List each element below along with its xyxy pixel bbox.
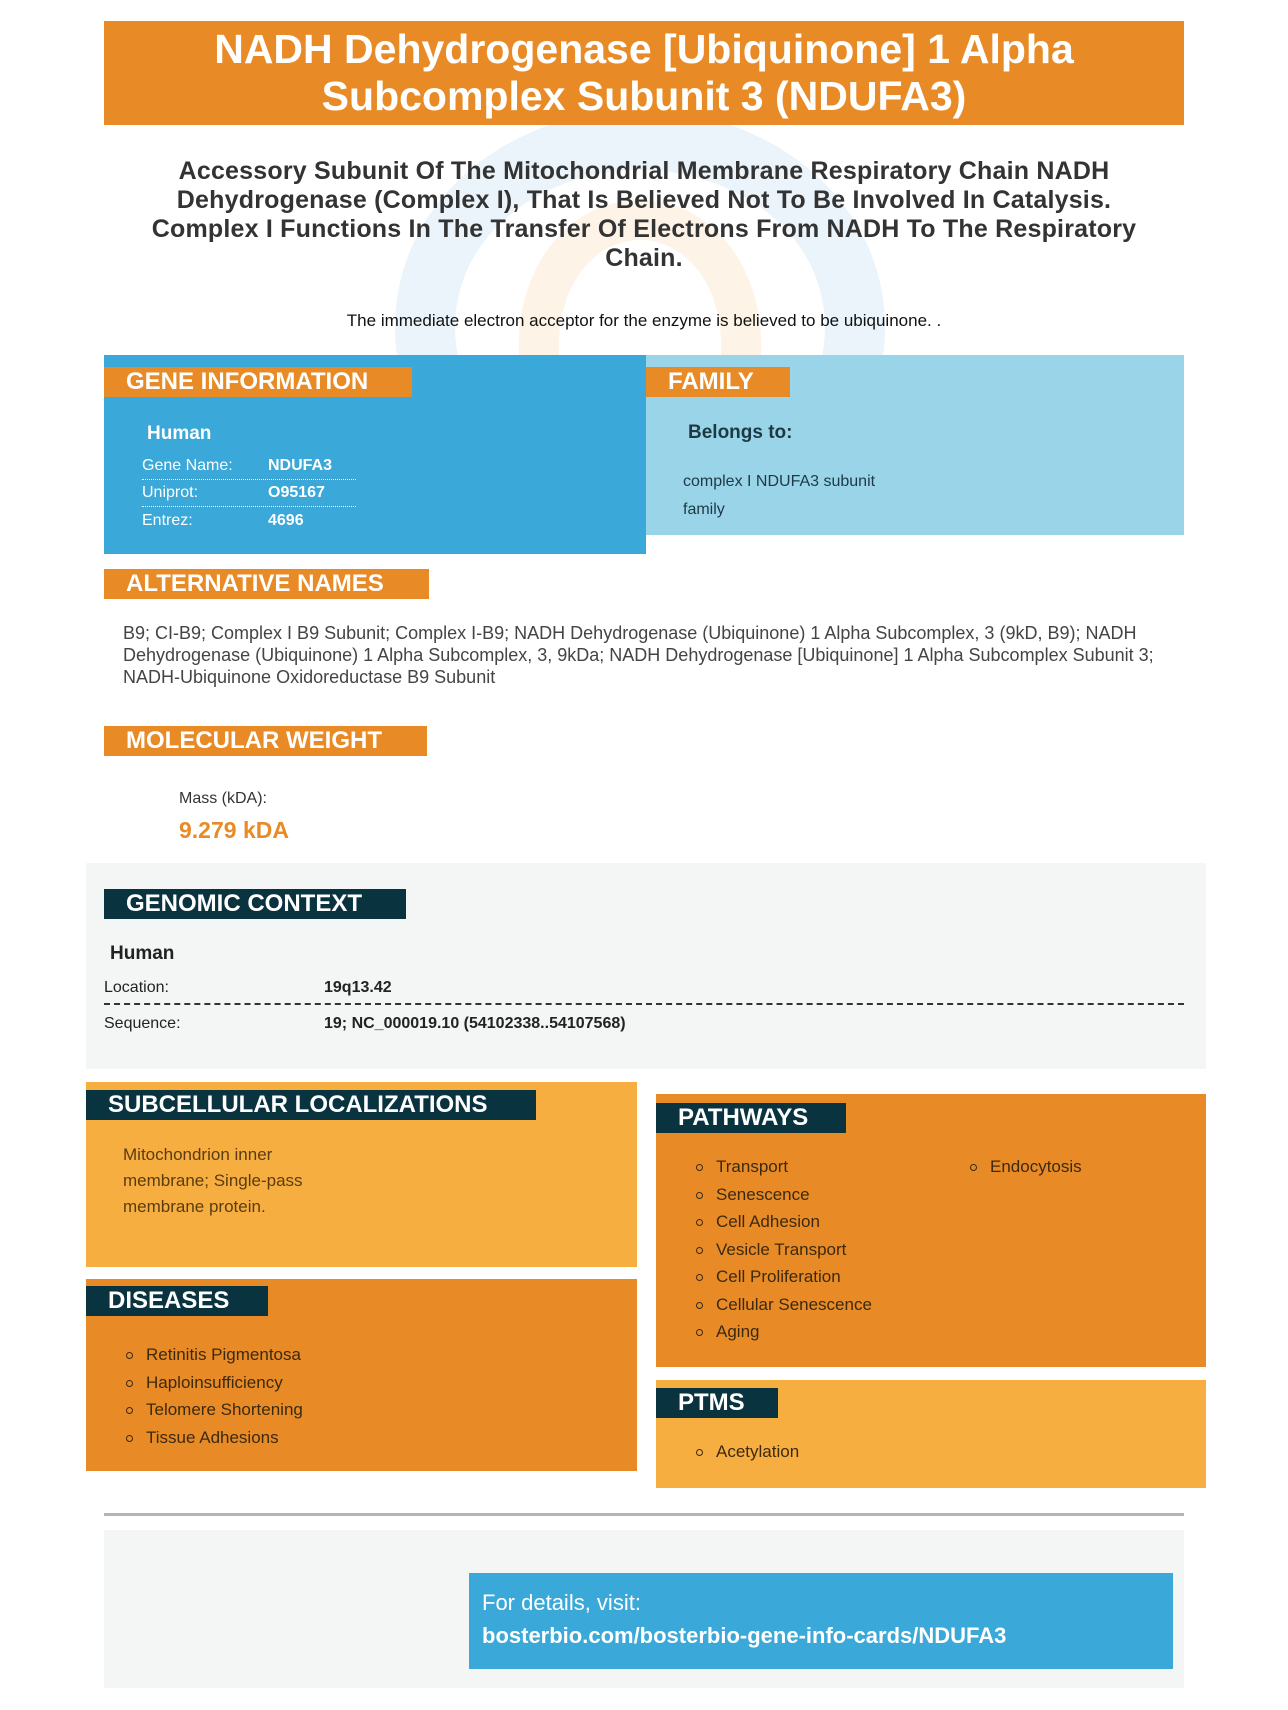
list-item: Telomere Shortening: [126, 1396, 303, 1424]
sequence-label: Sequence:: [104, 1014, 181, 1032]
sequence-value: 19; NC_000019.10 (54102338..54107568): [324, 1014, 626, 1032]
subcellular-localizations-heading: SUBCELLULAR LOCALIZATIONS: [86, 1090, 536, 1120]
diseases-list: [126, 1341, 303, 1451]
location-value: 19q13.42: [324, 978, 392, 996]
genomic-species: Human: [110, 943, 175, 964]
pathways-list-col2: [970, 1153, 1082, 1181]
mass-value: 9.279 kDA: [179, 817, 289, 843]
location-label: Location:: [104, 978, 169, 996]
list-item: Cell Adhesion: [696, 1208, 872, 1236]
alternative-names-heading: ALTERNATIVE NAMES: [104, 569, 429, 599]
gene-info-row: [142, 507, 356, 534]
family-belongs-label: Belongs to:: [688, 422, 793, 443]
details-lead: For details, visit:: [482, 1590, 641, 1615]
gene-species: Human: [147, 423, 212, 444]
entrez-value: 4696: [268, 511, 304, 529]
ptms-heading: PTMS: [656, 1388, 778, 1418]
details-link-box[interactable]: [469, 1573, 1173, 1669]
gene-info-table: [142, 453, 356, 534]
list-item: Transport: [696, 1153, 872, 1181]
gene-info-row: [142, 480, 356, 507]
gene-name-value: NDUFA3: [268, 457, 333, 474]
entrez-label: Entrez:: [142, 511, 193, 529]
intro-text: The immediate electron acceptor for the enzyme is believed to be ubiquinone. .: [346, 311, 942, 330]
mass-label: Mass (kDA):: [179, 790, 267, 807]
uniprot-value: O95167: [268, 484, 325, 501]
list-item: Acetylation: [696, 1438, 799, 1466]
pathways-panel: [656, 1094, 1206, 1367]
footer-divider: [104, 1513, 1184, 1516]
list-item: Cellular Senescence: [696, 1291, 872, 1319]
pathways-heading: PATHWAYS: [656, 1103, 846, 1133]
gene-name-label: Gene Name:: [142, 457, 233, 474]
list-item: Vesicle Transport: [696, 1236, 872, 1264]
sequence-row: [104, 1007, 1184, 1040]
details-url-link[interactable]: bosterbio.com/bosterbio-gene-info-cards/NDUFA3: [482, 1623, 1007, 1648]
list-item: Endocytosis: [970, 1153, 1082, 1181]
pathways-list-col1: [696, 1153, 872, 1346]
diseases-heading: DISEASES: [86, 1286, 268, 1316]
molecular-weight-heading: MOLECULAR WEIGHT: [104, 726, 427, 756]
family-text: complex I NDUFA3 subunit family: [683, 473, 876, 518]
gene-info-row: [142, 453, 356, 480]
uniprot-label: Uniprot:: [142, 484, 199, 501]
alternative-names-text: B9; CI-B9; Complex I B9 Subunit; Complex I-B9; NADH Dehydrogenase (Ubiquinone) 1 Alpha Subcomplex, 3 (9kD, B9); NADH Dehydrogenase (Ubiquinone) 1 Alpha Subcomplex, 3, 9kDa; NADH Dehydrogenase [Ubiquinone] 1 Alpha Subcomplex Subunit 3; NADH-Ubiquinone Oxidoreductase B9 Subunit: [123, 623, 1154, 687]
list-item: Senescence: [696, 1181, 872, 1209]
list-item: Haploinsufficiency: [126, 1369, 303, 1397]
protein-summary: Accessory Subunit Of The Mitochondrial Membrane Respiratory Chain NADH Dehydrogenase (Complex I), That Is Believed Not To Be Involved In Catalysis. Complex I Functions In The Transfer Of Electrons From NADH To The Respiratory Chain.: [151, 157, 1137, 272]
list-item: Tissue Adhesions: [126, 1424, 303, 1452]
subcellular-text: Mitochondrion inner membrane; Single-pass membrane protein.: [123, 1145, 303, 1216]
list-item: Aging: [696, 1318, 872, 1346]
family-heading: FAMILY: [646, 367, 790, 397]
list-item: Cell Proliferation: [696, 1263, 872, 1291]
location-row: [104, 972, 1184, 1005]
genomic-context-heading: GENOMIC CONTEXT: [104, 889, 406, 919]
ptms-list: [696, 1438, 799, 1466]
page-title: NADH Dehydrogenase [Ubiquinone] 1 Alpha Subcomplex Subunit 3 (NDUFA3): [104, 21, 1184, 125]
gene-information-heading: GENE INFORMATION: [104, 367, 412, 397]
list-item: Retinitis Pigmentosa: [126, 1341, 303, 1369]
